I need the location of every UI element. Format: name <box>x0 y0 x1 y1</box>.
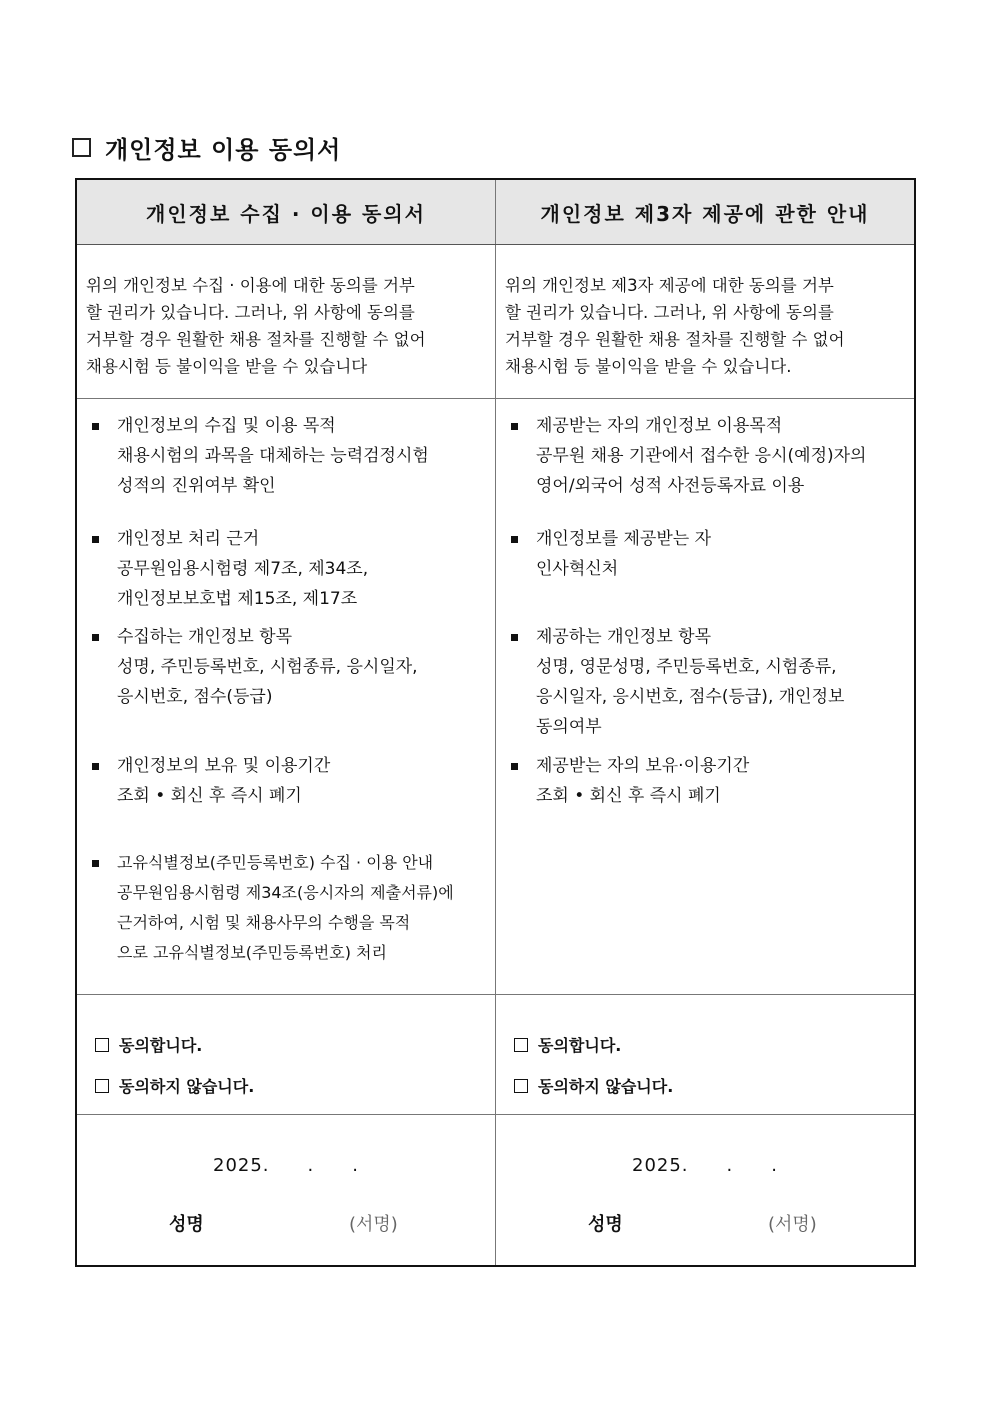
item-line: 응시일자, 응시번호, 점수(등급), 개인정보 <box>536 687 845 707</box>
item-title: 제공하는 개인정보 항목 <box>536 627 712 647</box>
name-label: 성명 <box>588 1214 623 1235</box>
item-title: 제공받는 자의 보유·이용기간 <box>536 756 750 776</box>
disagree-label: 동의하지 않습니다. <box>538 1077 674 1096</box>
item-title: 개인정보의 보유 및 이용기간 <box>117 756 331 776</box>
item-line: 성명, 영문성명, 주민등록번호, 시험종류, <box>536 657 837 677</box>
list-item <box>89 848 487 968</box>
agree-label: 동의합니다. <box>538 1036 622 1055</box>
notice-line: 채용시험 등 불이익을 받을 수 있습니다. <box>505 357 792 376</box>
right-consent-options <box>496 995 916 1115</box>
item-title: 개인정보 처리 근거 <box>117 529 260 549</box>
item-line: 으로 고유식별정보(주민등록번호) 처리 <box>117 943 387 962</box>
list-item <box>508 751 906 811</box>
item-title: 제공받는 자의 개인정보 이용목적 <box>536 416 783 436</box>
square-bullet-icon <box>511 536 518 543</box>
item-line: 인사혁신처 <box>536 559 619 579</box>
notice-line: 위의 개인정보 제3자 제공에 대한 동의를 거부 <box>505 276 834 295</box>
square-bullet-icon <box>92 763 99 770</box>
notice-line: 거부할 경우 원활한 채용 절차를 진행할 수 없어 <box>86 330 426 349</box>
list-item <box>508 524 906 584</box>
disagree-label: 동의하지 않습니다. <box>119 1077 255 1096</box>
left-header: 개인정보 수집 · 이용 동의서 <box>76 179 496 245</box>
agree-option[interactable] <box>95 1024 495 1065</box>
item-line: 공무원임용시험령 제7조, 제34조, <box>117 559 369 579</box>
page-title <box>72 130 341 165</box>
disagree-option[interactable] <box>514 1065 914 1106</box>
item-line: 근거하여, 시험 및 채용사무의 수행을 목적 <box>117 913 411 932</box>
item-line: 영어/외국어 성적 사전등록자료 이용 <box>536 476 805 496</box>
left-notice <box>76 245 496 399</box>
left-consent-options <box>76 995 496 1115</box>
page-title-text: 개인정보 이용 동의서 <box>105 136 342 164</box>
square-bullet-icon <box>92 634 99 641</box>
item-line: 조회 • 회신 후 즉시 폐기 <box>117 786 302 806</box>
consent-form-table <box>75 178 916 1267</box>
date-field[interactable]: 2025. . . <box>632 1155 778 1176</box>
item-line: 응시번호, 점수(등급) <box>117 687 273 707</box>
right-notice <box>496 245 916 399</box>
item-title: 고유식별정보(주민등록번호) 수집 · 이용 안내 <box>117 853 434 872</box>
item-line: 개인정보보호법 제15조, 제17조 <box>117 589 358 609</box>
notice-line: 할 권리가 있습니다. 그러나, 위 사항에 동의를 <box>505 303 834 322</box>
notice-line: 위의 개인정보 수집 · 이용에 대한 동의를 거부 <box>86 276 415 295</box>
checkbox-icon[interactable] <box>514 1038 528 1052</box>
list-item <box>508 411 906 501</box>
square-bullet-icon <box>92 860 99 867</box>
right-signature-area <box>496 1115 916 1267</box>
item-line: 채용시험의 과목을 대체하는 능력검정시험 <box>117 446 429 466</box>
item-line: 성명, 주민등록번호, 시험종류, 응시일자, <box>117 657 418 677</box>
signature-field[interactable]: (서명) <box>349 1214 398 1235</box>
checkbox-icon[interactable] <box>514 1079 528 1093</box>
item-line: 공무원임용시험령 제34조(응시자의 제출서류)에 <box>117 883 454 902</box>
item-line: 동의여부 <box>536 717 602 737</box>
item-line: 조회 • 회신 후 즉시 폐기 <box>536 786 721 806</box>
list-item <box>89 751 487 811</box>
right-header: 개인정보 제3자 제공에 관한 안내 <box>496 179 916 245</box>
item-line: 공무원 채용 기관에서 접수한 응시(예정)자의 <box>536 446 867 466</box>
checkbox-square-icon <box>72 138 91 157</box>
list-item <box>89 524 487 614</box>
notice-line: 채용시험 등 불이익을 받을 수 있습니다 <box>86 357 368 376</box>
square-bullet-icon <box>511 634 518 641</box>
left-items <box>76 399 496 995</box>
right-items <box>496 399 916 995</box>
notice-line: 거부할 경우 원활한 채용 절차를 진행할 수 없어 <box>505 330 845 349</box>
notice-line: 할 권리가 있습니다. 그러나, 위 사항에 동의를 <box>86 303 415 322</box>
checkbox-icon[interactable] <box>95 1038 109 1052</box>
list-item <box>89 411 487 501</box>
checkbox-icon[interactable] <box>95 1079 109 1093</box>
name-label: 성명 <box>169 1214 204 1235</box>
agree-label: 동의합니다. <box>119 1036 203 1055</box>
signature-field[interactable]: (서명) <box>768 1214 817 1235</box>
item-line: 성적의 진위여부 확인 <box>117 476 276 496</box>
date-field[interactable]: 2025. . . <box>213 1155 359 1176</box>
item-title: 개인정보를 제공받는 자 <box>536 529 712 549</box>
list-item <box>508 622 906 742</box>
left-signature-area <box>76 1115 496 1267</box>
agree-option[interactable] <box>514 1024 914 1065</box>
item-title: 수집하는 개인정보 항목 <box>117 627 293 647</box>
square-bullet-icon <box>92 536 99 543</box>
square-bullet-icon <box>92 423 99 430</box>
disagree-option[interactable] <box>95 1065 495 1106</box>
square-bullet-icon <box>511 763 518 770</box>
square-bullet-icon <box>511 423 518 430</box>
item-title: 개인정보의 수집 및 이용 목적 <box>117 416 336 436</box>
list-item <box>89 622 487 712</box>
